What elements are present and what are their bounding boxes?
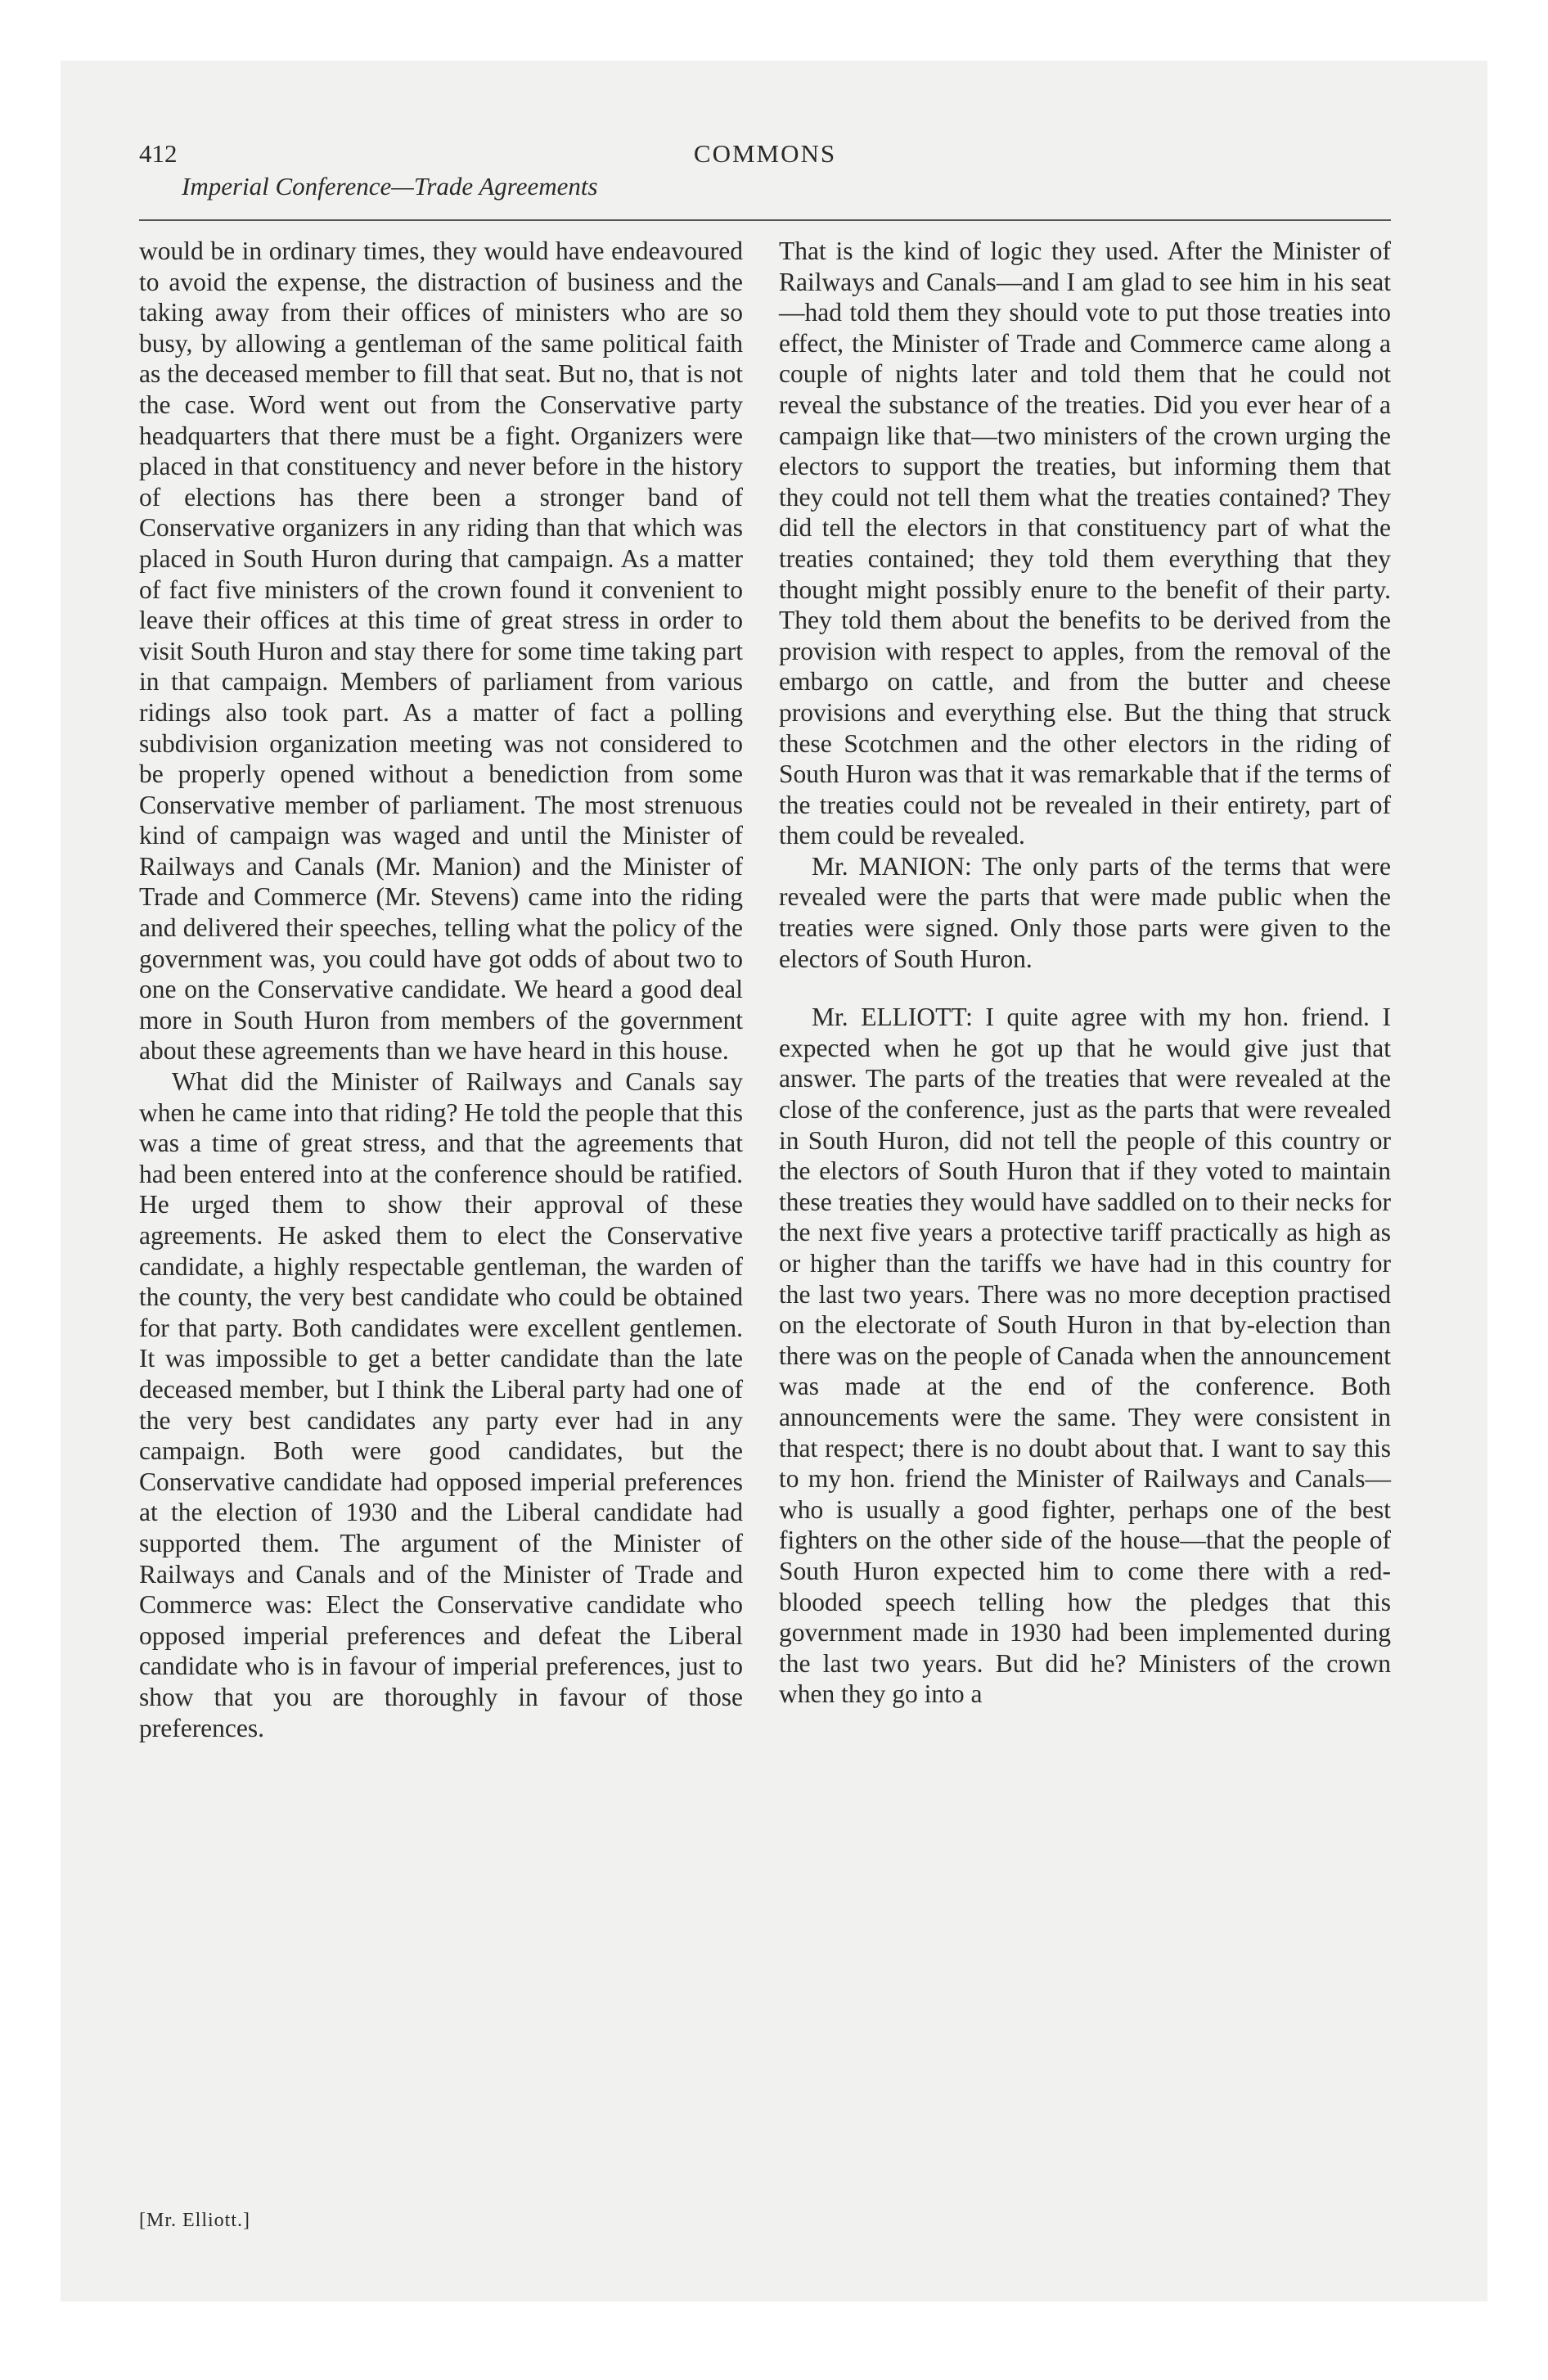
page-number: 412	[139, 139, 178, 168]
right-paragraph-2: Mr. MANION: The only parts of the terms that were revealed were the parts that were made public when the treaties were signed. Only those parts were given to the electors of South Huron.	[779, 851, 1391, 973]
right-column	[779, 236, 1391, 1710]
header-rule	[139, 219, 1391, 221]
left-paragraph-2: What did the Minister of Railways and Canals say when he came into that riding? He told the people that this was a time of great stress, and that the agreements that had been entered into at the conference should be ratified. He urged them to show their approval of these agreements. He asked them to elect the Conservative candidate, a highly respectable gentleman, the warden of the county, the very best candidate who could be obtained for that party. Both candidates were excellent gentlemen. It was impossible to get a better candidate than the late deceased member, but I think the Liberal party had one of the very best candidates any party ever had in any campaign. Both were good candidates, but the Conservative candidate had opposed imperial preferences at the election of 1930 and the Liberal candidate had supported them. The argument of the Minister of Railways and Canals and of the Minister of Trade and Commerce was: Elect the Conservative candidate who opposed imperial preferences and defeat the Liberal candidate who is in favour of imperial preferences, just to show that you are thoroughly in favour of those preferences.	[139, 1067, 743, 1742]
section-title: Imperial Conference—Trade Agreements	[182, 172, 598, 201]
left-paragraph-1: would be in ordinary times, they would have endeavoured to avoid the expense, the distraction of business and the taking away from their offices of ministers who are so busy, by allowing a gentleman of the same political faith as the deceased member to fill that seat. But no, that is not the case. Word went out from the Conservative party headquarters that there must be a fight. Organizers were placed in that constituency and never before in the history of elections has there been a stronger band of Conservative organizers in any riding than that which was placed in South Huron during that campaign. As a matter of fact five ministers of the crown found it convenient to leave their offices at this time of great stress in order to visit South Huron and stay there for some time taking part in that campaign. Members of parliament from various ridings also took part. As a matter of fact a polling subdivision organization meeting was not considered to be properly opened without a benediction from some Conservative member of parliament. The most strenuous kind of campaign was waged and until the Minister of Railways and Canals (Mr. Manion) and the Minister of Trade and Commerce (Mr. Stevens) came into the riding and delivered their speeches, telling what the policy of the government was, you could have got odds of about two to one on the Conservative candidate. We heard a good deal more in South Huron from members of the government about these agreements than we have heard in this house.	[139, 237, 743, 1066]
speaker-reference: [Mr. Elliott.]	[139, 2210, 250, 2231]
right-paragraph-1: That is the kind of logic they used. After the Minister of Railways and Canals—and I am glad to see him in his seat—had told them they should vote to put those treaties into effect, the Minister of Trade and Commerce came along a couple of nights later and told them that he could not reveal the substance of the treaties. Did you ever hear of a campaign like that—two ministers of the crown urging the electors to support the treaties, but informing them that they could not tell them what the treaties contained? They did tell the electors in that constituency part of what the treaties contained; they told them everything that they thought might possibly enure to the benefit of their party. They told them about the benefits to be derived from the provision with respect to apples, from the removal of the embargo on cattle, and from the butter and cheese provisions and everything else. But the thing that struck these Scotchmen and the other electors in the riding of South Huron was that it was remarkable that if the terms of the treaties could not be revealed in their entirety, part of them could be revealed.	[779, 237, 1391, 850]
page-header	[139, 139, 1391, 218]
left-column	[139, 236, 743, 1743]
running-title: COMMONS	[693, 139, 837, 168]
right-paragraph-3: Mr. ELLIOTT: I quite agree with my hon. friend. I expected when he got up that he would give just that answer. The parts of the treaties that were revealed at the close of the conference, just as the parts that were revealed in South Huron, did not tell the people of this country or the electors of South Huron that if they voted to maintain these treaties they would have saddled on to their necks for the next five years a protective tariff practically as high as or higher than the tariffs we have had in this country for the last two years. There was no more deception practised on the electorate of South Huron in that by-election than there was on the people of Canada when the announcement was made at the end of the conference. Both announcements were the same. They were consistent in that respect; there is no doubt about that. I want to say this to my hon. friend the Minister of Railways and Canals—who is usually a good fighter, perhaps one of the best fighters on the other side of the house—that the people of South Huron expected him to come there with a red-blooded speech telling how the pledges that this government made in 1930 had been implemented during the last two years. But did he? Ministers of the crown when they go into a	[779, 1003, 1391, 1709]
